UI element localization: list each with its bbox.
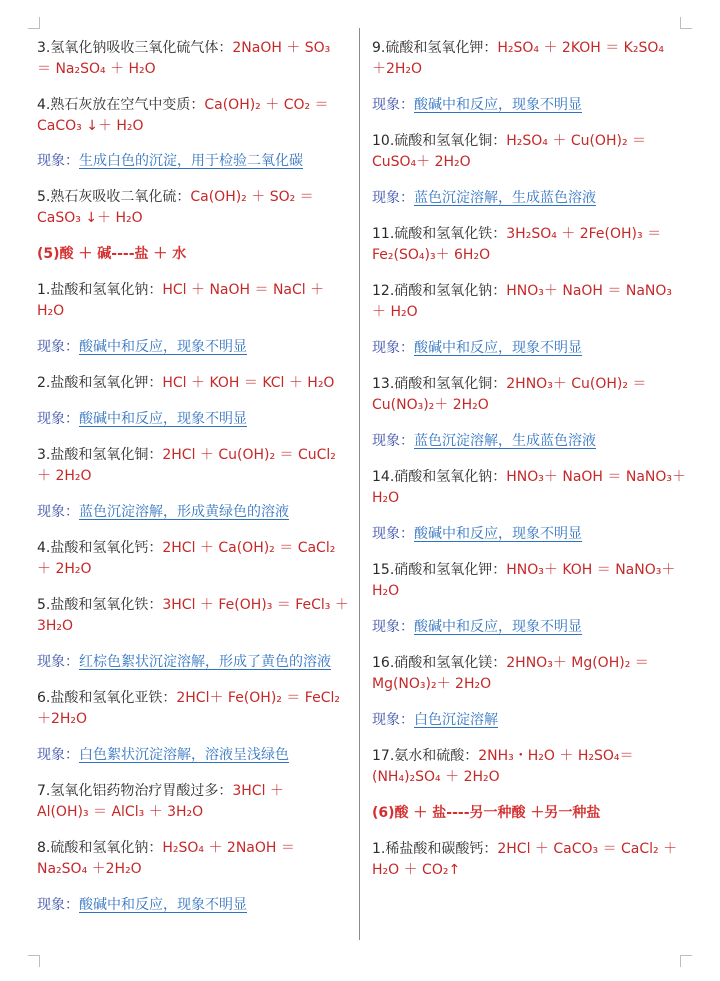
equation-block: [372, 131, 682, 173]
phenomenon-line: [372, 524, 682, 545]
equation-continuation: Al(OH)₃ ＝ AlCl₃ ＋ 3H₂O: [37, 804, 204, 820]
equation-block: [37, 187, 351, 229]
corner-mark-bottom-left: [28, 955, 40, 967]
equation-text: Ca(OH)₂ ＋ SO₂ ＝: [190, 189, 314, 205]
phenomenon-line: [37, 895, 351, 916]
reaction-label: 5.熟石灰吸收二氧化硫：: [37, 189, 191, 205]
phenomenon-text: 酸碱中和反应，现象不明显: [414, 340, 582, 356]
equation-block: [37, 688, 351, 730]
equation-text: 3H₂SO₄ ＋ 2Fe(OH)₃ ＝: [506, 226, 662, 242]
phenomenon-text: 酸碱中和反应，现象不明显: [414, 526, 582, 542]
equation-continuation: H₂O: [37, 303, 65, 319]
phenomenon-text: 蓝色沉淀溶解，形成黄绿色的溶液: [79, 504, 289, 520]
equation-continuation: Na₂SO₄ ＋2H₂O: [37, 861, 142, 877]
equation-continuation: Mg(NO₃)₂＋ 2H₂O: [372, 676, 492, 692]
phenomenon-label: 现象：: [37, 504, 79, 520]
equation-continuation: CaSO₃ ↓＋ H₂O: [37, 210, 143, 226]
equation-continuation: ＝ Na₂SO₄ ＋ H₂O: [37, 61, 156, 77]
equation-text: HNO₃＋ NaOH ＝ NaNO₃＋: [506, 469, 687, 485]
phenomenon-label: 现象：: [37, 654, 79, 670]
equation-text: 2HCl ＋ CaCO₃ ＝ CaCl₂ ＋: [497, 841, 678, 857]
equation-block: [37, 373, 351, 394]
reaction-label: 2.盐酸和氢氧化钾：: [37, 375, 163, 391]
reaction-label: 14.硝酸和氢氧化钠：: [372, 469, 507, 485]
equation-continuation: ＋2H₂O: [372, 61, 423, 77]
equation-text: 2HCl＋ Fe(OH)₂ ＝ FeCl₂: [176, 690, 340, 706]
equation-text: H₂SO₄ ＋ 2KOH ＝ K₂SO₄: [497, 40, 664, 56]
phenomenon-line: [37, 151, 351, 172]
reaction-label: 15.硝酸和氢氧化钾：: [372, 562, 507, 578]
equation-block: [37, 538, 351, 580]
reaction-label: 12.硝酸和氢氧化钠：: [372, 283, 507, 299]
equation-text: Ca(OH)₂ ＋ CO₂ ＝: [204, 97, 329, 113]
reaction-label: 8.硫酸和氢氧化钠：: [37, 840, 163, 856]
equation-text: 2HNO₃＋ Mg(OH)₂ ＝: [506, 655, 649, 671]
equation-block: [372, 374, 682, 416]
equation-text: 3HCl ＋: [232, 783, 284, 799]
equation-text: H₂SO₄ ＋ Cu(OH)₂ ＝: [506, 133, 647, 149]
reaction-label: 16.硝酸和氢氧化镁：: [372, 655, 507, 671]
equation-continuation: Fe₂(SO₄)₃＋ 6H₂O: [372, 247, 491, 263]
right-column: [372, 38, 687, 896]
reaction-label: 10.硫酸和氢氧化铜：: [372, 133, 507, 149]
phenomenon-label: 现象：: [37, 339, 79, 355]
reaction-label: 6.盐酸和氢氧化亚铁：: [37, 690, 177, 706]
equation-block: [37, 838, 351, 880]
phenomenon-text: 酸碱中和反应，现象不明显: [79, 339, 247, 355]
phenomenon-line: [372, 188, 682, 209]
section-heading: (5)酸 ＋ 碱----盐 ＋ 水: [37, 246, 187, 262]
phenomenon-line: [37, 409, 351, 430]
equation-block: [37, 280, 351, 322]
phenomenon-label: 现象：: [37, 153, 79, 169]
equation-block: [372, 560, 682, 602]
equation-text: 2HNO₃＋ Cu(OH)₂ ＝: [506, 376, 647, 392]
phenomenon-label: 现象：: [372, 433, 414, 449]
corner-mark-top-left: [28, 17, 40, 29]
phenomenon-line: [372, 617, 682, 638]
phenomenon-line: [37, 745, 351, 766]
equation-text: 2HCl ＋ Cu(OH)₂ ＝ CuCl₂: [162, 447, 336, 463]
reaction-label: 4.盐酸和氢氧化钙：: [37, 540, 163, 556]
equation-block: [372, 653, 682, 695]
phenomenon-text: 蓝色沉淀溶解，生成蓝色溶液: [414, 190, 596, 206]
section-heading: (6)酸 ＋ 盐----另一种酸 ＋另一种盐: [372, 805, 601, 821]
phenomenon-text: 白色絮状沉淀溶解，溶液呈浅绿色: [79, 747, 289, 763]
equation-continuation: CuSO₄＋ 2H₂O: [372, 154, 471, 170]
equation-text: 2HCl ＋ Ca(OH)₂ ＝ CaCl₂: [162, 540, 336, 556]
reaction-label: 17.氨水和硫酸：: [372, 748, 479, 764]
equation-continuation: ＋ 2H₂O: [37, 468, 92, 484]
equation-text: 2NaOH ＋ SO₃: [232, 40, 331, 56]
equation-continuation: 3H₂O: [37, 618, 74, 634]
phenomenon-label: 现象：: [372, 340, 414, 356]
equation-continuation: (NH₄)₂SO₄ ＋ 2H₂O: [372, 769, 500, 785]
equation-continuation: H₂O ＋ CO₂↑: [372, 862, 461, 878]
equation-text: HNO₃＋ KOH ＝ NaNO₃＋: [506, 562, 676, 578]
equation-block: [37, 595, 351, 637]
reaction-label: 3.氢氧化钠吸收三氧化硫气体：: [37, 40, 233, 56]
equation-block: [372, 281, 682, 323]
equation-text: HCl ＋ KOH ＝ KCl ＋ H₂O: [162, 375, 335, 391]
phenomenon-text: 蓝色沉淀溶解，生成蓝色溶液: [414, 433, 596, 449]
phenomenon-line: [372, 338, 682, 359]
phenomenon-label: 现象：: [37, 747, 79, 763]
phenomenon-label: 现象：: [372, 712, 414, 728]
equation-continuation: H₂O: [372, 490, 400, 506]
corner-mark-top-right: [680, 17, 692, 29]
phenomenon-text: 白色沉淀溶解: [414, 712, 498, 728]
equation-continuation: ＋ 2H₂O: [37, 561, 92, 577]
equation-continuation: Cu(NO₃)₂＋ 2H₂O: [372, 397, 489, 413]
phenomenon-label: 现象：: [372, 97, 414, 113]
reaction-label: 7.氢氧化铝药物治疗胃酸过多：: [37, 783, 233, 799]
phenomenon-label: 现象：: [372, 526, 414, 542]
reaction-label: 13.硝酸和氢氧化铜：: [372, 376, 507, 392]
equation-text: 2NH₃・H₂O ＋ H₂SO₄＝: [478, 748, 634, 764]
phenomenon-label: 现象：: [37, 411, 79, 427]
equation-text: H₂SO₄ ＋ 2NaOH ＝: [162, 840, 295, 856]
equation-block: [37, 38, 351, 80]
phenomenon-label: 现象：: [37, 897, 79, 913]
phenomenon-line: [372, 710, 682, 731]
equation-block: [37, 95, 351, 137]
reaction-label: 5.盐酸和氢氧化铁：: [37, 597, 163, 613]
reaction-label: 9.硫酸和氢氧化钾：: [372, 40, 498, 56]
phenomenon-line: [37, 502, 351, 523]
phenomenon-line: [37, 337, 351, 358]
equation-block: [372, 467, 687, 509]
phenomenon-label: 现象：: [372, 190, 414, 206]
phenomenon-text: 酸碱中和反应，现象不明显: [414, 97, 582, 113]
reaction-label: 11.硫酸和氢氧化铁：: [372, 226, 507, 242]
left-column: [37, 38, 351, 931]
equation-block: [372, 224, 682, 266]
equation-continuation: CaCO₃ ↓＋ H₂O: [37, 118, 144, 134]
phenomenon-label: 现象：: [372, 619, 414, 635]
reaction-label: 1.盐酸和氢氧化钠：: [37, 282, 163, 298]
phenomenon-line: [372, 95, 682, 116]
phenomenon-text: 生成白色的沉淀，用于检验二氧化碳: [79, 153, 303, 169]
reaction-label: 1.稀盐酸和碳酸钙：: [372, 841, 498, 857]
equation-continuation: ＋ H₂O: [372, 304, 418, 320]
equation-text: HNO₃＋ NaOH ＝ NaNO₃: [506, 283, 673, 299]
phenomenon-text: 红棕色絮状沉淀溶解，形成了黄色的溶液: [79, 654, 331, 670]
corner-mark-bottom-right: [680, 955, 692, 967]
phenomenon-line: [372, 431, 682, 452]
equation-block: [37, 781, 351, 823]
phenomenon-text: 酸碱中和反应，现象不明显: [79, 897, 247, 913]
equation-continuation: ＋2H₂O: [37, 711, 88, 727]
reaction-label: 4.熟石灰放在空气中变质：: [37, 97, 205, 113]
equation-block: [372, 38, 682, 80]
equation-text: HCl ＋ NaOH ＝ NaCl ＋: [162, 282, 325, 298]
reaction-label: 3.盐酸和氢氧化铜：: [37, 447, 163, 463]
equation-text: 3HCl ＋ Fe(OH)₃ ＝ FeCl₃ ＋: [162, 597, 349, 613]
phenomenon-text: 酸碱中和反应，现象不明显: [79, 411, 247, 427]
equation-block: [37, 445, 351, 487]
equation-block: [372, 839, 682, 881]
equation-block: [372, 746, 682, 788]
phenomenon-text: 酸碱中和反应，现象不明显: [414, 619, 582, 635]
phenomenon-line: [37, 652, 351, 673]
equation-continuation: H₂O: [372, 583, 400, 599]
column-divider: [359, 28, 360, 940]
